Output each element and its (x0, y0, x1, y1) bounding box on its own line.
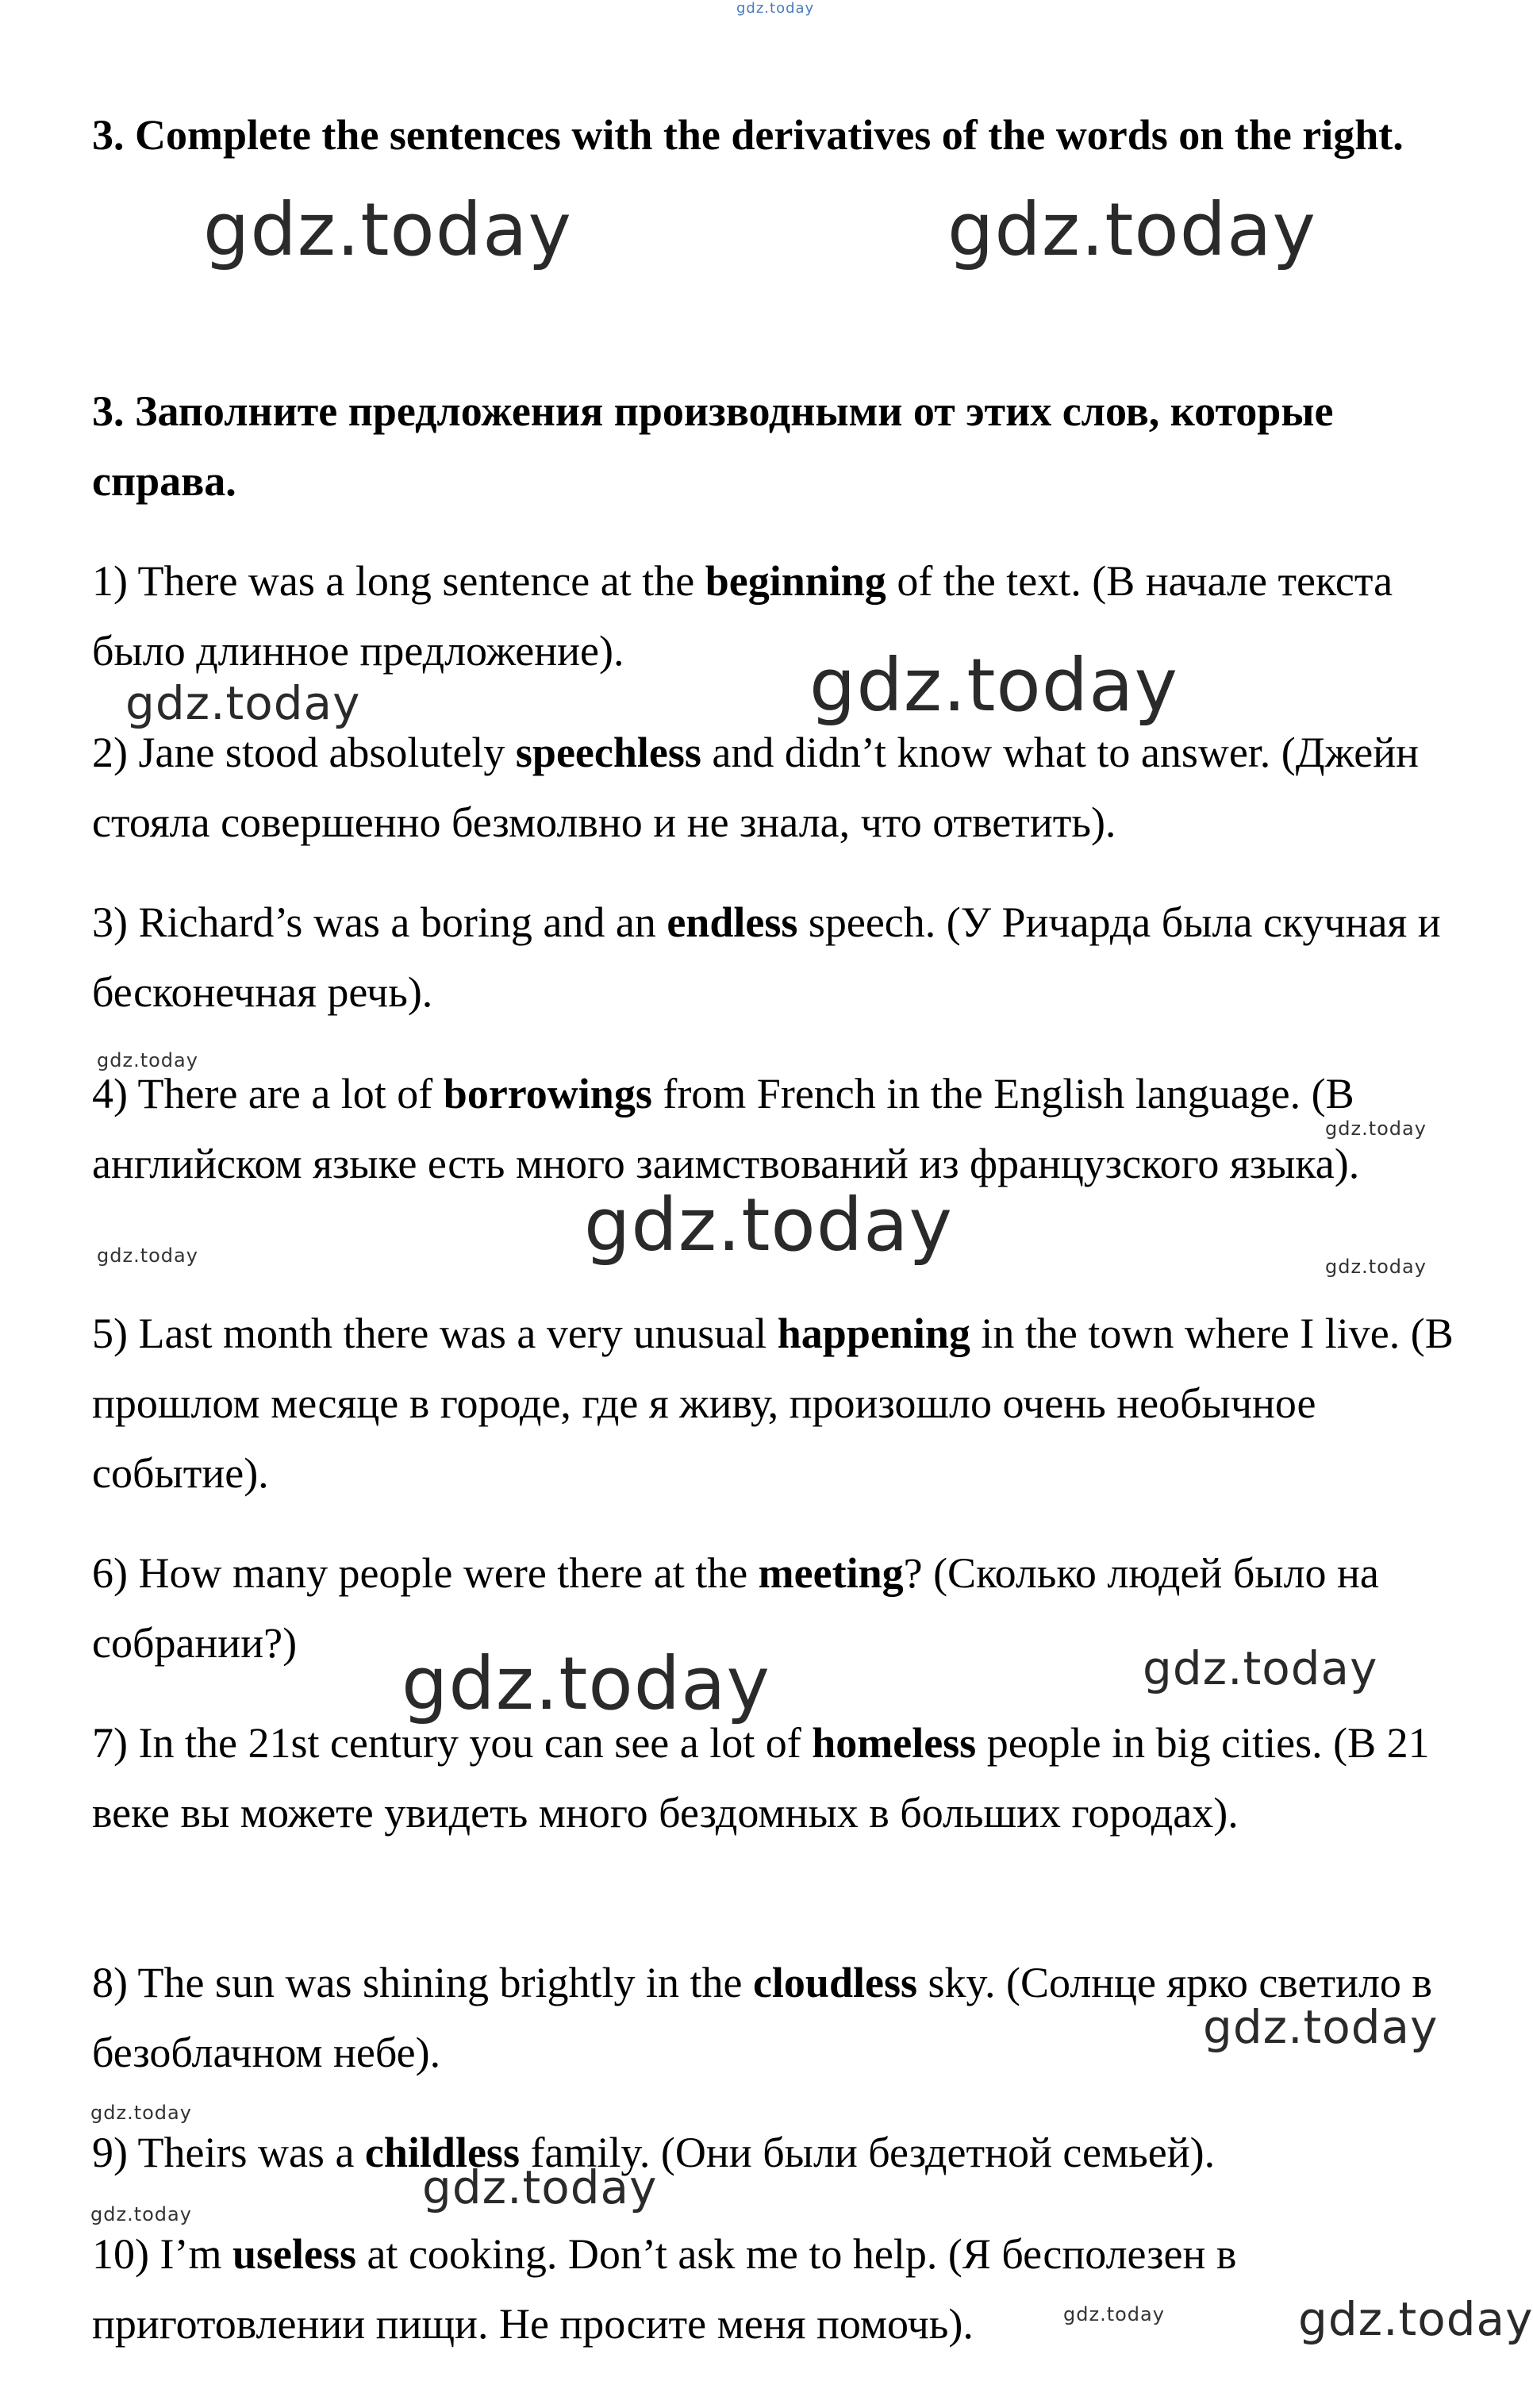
item-text: at cooking. Don’t ask me to help. (Я бесполезен в приготовлении пищи. Не просите меня помочь). (92, 2230, 1237, 2348)
item-text: of the text. (В начале текста было длинное предложение). (92, 557, 1393, 675)
item-text: There are a lot of (127, 1070, 444, 1117)
list-item (92, 2118, 1465, 2187)
item-text: The sun was shining brightly in the (127, 1959, 753, 2006)
list-item (92, 1948, 1465, 2087)
watermark: gdz.today (1203, 2000, 1439, 2054)
task-heading-ru: 3. Заполните предложения производными от этих слов, которые справа. (92, 387, 1334, 505)
watermark-top: gdz.today (736, 0, 815, 17)
watermark: gdz.today (203, 187, 572, 272)
list-item (92, 1538, 1465, 1678)
watermark: gdz.today (584, 1183, 953, 1267)
item-number: 3) (92, 898, 128, 946)
watermark: gdz.today (809, 643, 1178, 728)
item-text: How many people were there at the (127, 1549, 759, 1597)
watermark: gdz.today (97, 1244, 198, 1267)
item-text: family. (Они были бездетной семьей). (519, 2129, 1216, 2176)
item-number: 9) (92, 2129, 128, 2176)
answer-word: meeting (758, 1549, 904, 1597)
answer-word: endless (667, 898, 798, 946)
watermark: gdz.today (97, 1049, 198, 1071)
list-item (92, 546, 1465, 686)
answer-word: homeless (812, 1719, 977, 1767)
watermark: gdz.today (1143, 1641, 1378, 1695)
answer-word: borrowings (443, 1070, 652, 1117)
item-number: 1) (92, 557, 128, 605)
item-text: ? (Сколько людей было на собрании?) (92, 1549, 1379, 1667)
item-text: I’m (148, 2230, 232, 2278)
answer-word: childless (364, 2129, 520, 2176)
item-text: Last month there was a very unusual (127, 1310, 778, 1357)
answer-word: beginning (705, 557, 886, 605)
item-number: 10) (92, 2230, 149, 2278)
answer-word: happening (777, 1310, 970, 1357)
watermark: gdz.today (947, 187, 1316, 272)
watermark: gdz.today (125, 676, 361, 730)
item-number: 7) (92, 1719, 128, 1767)
answer-word: useless (232, 2230, 356, 2278)
item-number: 2) (92, 729, 128, 776)
item-number: 5) (92, 1310, 128, 1357)
item-text: from French in the English language. (В английском языке есть много заимствований из французского языка). (92, 1070, 1360, 1187)
item-text: and didn’t know what to answer. (Джейн стояла совершенно безмолвно и не знала, что ответить). (92, 729, 1419, 846)
watermark: gdz.today (90, 2203, 192, 2225)
list-item (92, 1298, 1465, 1508)
watermark: gdz.today (90, 2102, 192, 2124)
item-number: 8) (92, 1959, 128, 2006)
item-number: 6) (92, 1549, 128, 1597)
watermark: gdz.today (1063, 2303, 1165, 2325)
task-heading-en: 3. Complete the sentences with the derivatives of the words on the right. (92, 111, 1404, 159)
item-text: speech. (У Ричарда была скучная и бесконечная речь). (92, 898, 1441, 1016)
item-text: sky. (Солнце ярко светило в безоблачном небе). (92, 1959, 1432, 2076)
watermark: gdz.today (1298, 2292, 1533, 2346)
item-text: in the town where I live. (В прошлом месяце в городе, где я живу, произошло очень необычное событие). (92, 1310, 1454, 1497)
item-text: people in big cities. (В 21 веке вы можете увидеть много бездомных в больших городах). (92, 1719, 1430, 1837)
watermark: gdz.today (1325, 1256, 1427, 1278)
item-text: In the 21st century you can see a lot of (127, 1719, 813, 1767)
item-text: Jane stood absolutely (127, 729, 516, 776)
item-text: There was a long sentence at the (127, 557, 705, 605)
list-item (92, 1708, 1465, 1848)
list-item (92, 717, 1465, 857)
answer-word: cloudless (752, 1959, 917, 2006)
item-number: 4) (92, 1070, 128, 1117)
watermark: gdz.today (402, 1641, 770, 1726)
watermark: gdz.today (1325, 1117, 1427, 1140)
list-item (92, 1059, 1465, 1198)
watermark: gdz.today (422, 2160, 658, 2214)
item-text: Richard’s was a boring and an (127, 898, 667, 946)
item-text: Theirs was a (127, 2129, 365, 2176)
list-item (92, 2219, 1465, 2359)
answer-word: speechless (515, 729, 701, 776)
list-item (92, 887, 1465, 1027)
